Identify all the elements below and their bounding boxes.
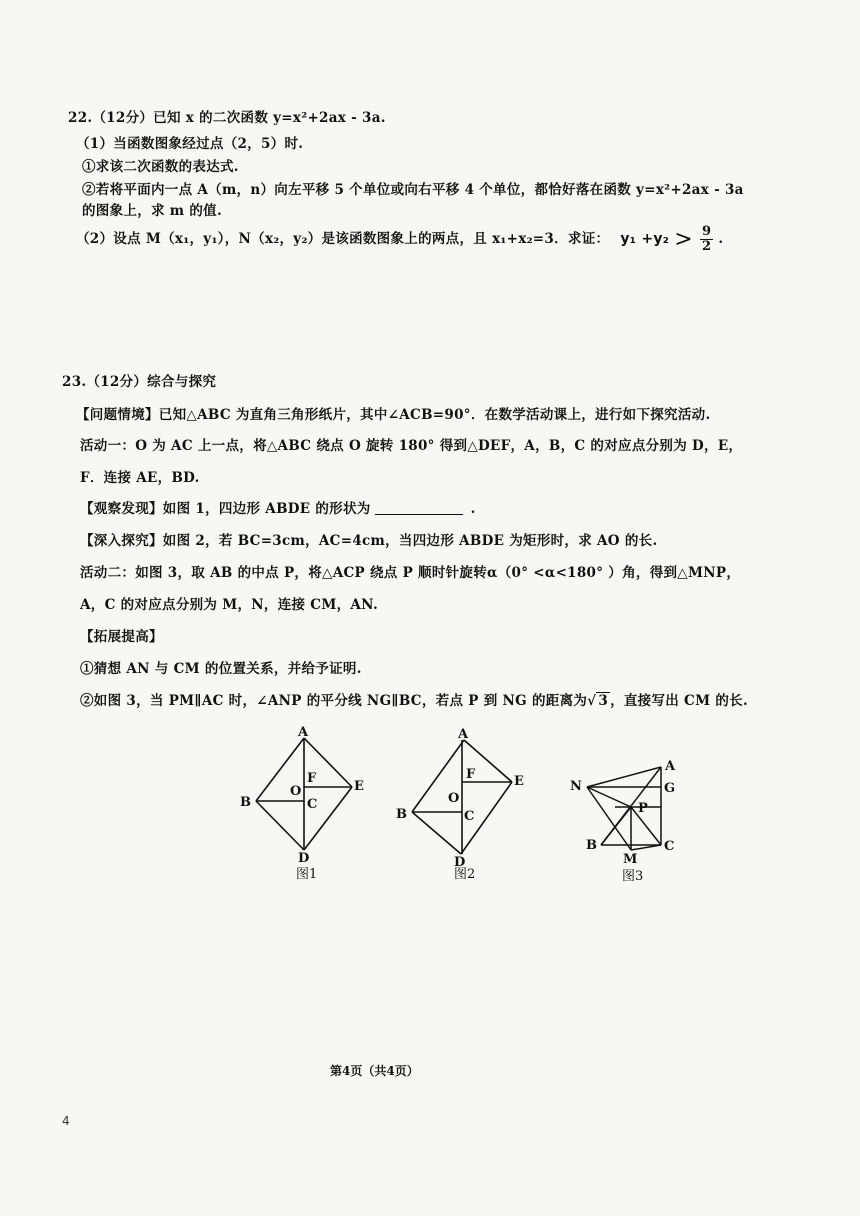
- fig2-label-d: D: [454, 855, 466, 870]
- fig2-label-o: O: [448, 791, 460, 806]
- q23-explore: 【深入探究】如图 2，若 BC=3cm，AC=4cm，当四边形 ABDE 为矩形时，求 AO 的长.: [80, 533, 658, 549]
- fraction-numerator: 9: [701, 224, 712, 239]
- fig1-label-c: C: [307, 797, 318, 812]
- fig2-label-b: B: [396, 807, 407, 822]
- q22-item2: ②若将平面内一点 A（m，n）向左平移 5 个单位或向右平移 4 个单位，都恰好落在函数 y=x²+2ax - 3a: [82, 182, 744, 198]
- q23-extend-title: 【拓展提高】: [80, 629, 163, 645]
- figure-2: [390, 722, 535, 887]
- fig3-label-p: P: [638, 801, 648, 816]
- page-number: 4: [62, 1114, 70, 1128]
- fig2-label-e: E: [514, 774, 524, 789]
- sqrt-value: 3: [598, 693, 609, 709]
- q23-e2-end: ，直接写出 CM 的长.: [610, 693, 748, 709]
- fig1-label-o: O: [290, 784, 302, 799]
- q22-part1: （1）当函数图象经过点（2，5）时.: [76, 136, 304, 152]
- fig1-label-e: E: [354, 779, 364, 794]
- q23-header: 23.（12分）综合与探究: [62, 374, 217, 390]
- q23-e2-text: ②如图 3，当 PM∥AC 时，∠ANP 的平分线 NG∥BC，若点 P 到 NG 的距离为: [80, 693, 588, 709]
- fig1-label-d: D: [298, 851, 310, 866]
- q22-item1: ①求该二次函数的表达式.: [82, 159, 239, 175]
- q22-part2-end: .: [718, 231, 724, 247]
- fig2-label-a: A: [458, 727, 469, 742]
- sqrt-sign: √: [587, 693, 597, 709]
- q23-activity1: 活动一：O 为 AC 上一点，将△ABC 绕点 O 旋转 180° 得到△DEF，A，B，C 的对应点分别为 D，E，: [80, 438, 743, 454]
- q22-part2-text: （2）设点 M（x₁，y₁），N（x₂，y₂）是该函数图象上的两点，且 x₁+x₂=3．求证：: [76, 231, 610, 247]
- q22-header: 22.（12分）已知 x 的二次函数 y=x²+2ax - 3a.: [68, 110, 386, 126]
- q22-part2-relation: >: [674, 227, 693, 252]
- fig2-label-c: C: [464, 809, 475, 824]
- fig3-label-n: N: [570, 779, 582, 794]
- fig1-label-b: B: [240, 795, 251, 810]
- q22-part2: [76, 225, 723, 254]
- q23-activity2: 活动二：如图 3，取 AB 的中点 P，将△ACP 绕点 P 顺时针旋转α（0° <α<180° ）角，得到△MNP，: [80, 565, 741, 581]
- q23-observe: [80, 497, 476, 517]
- fig1-caption: 图1: [296, 867, 318, 882]
- fig1-label-a: A: [298, 725, 309, 740]
- q23-observe-text: 【观察发现】如图 1，四边形 ABDE 的形状为: [80, 501, 371, 517]
- q22-fraction: [700, 225, 713, 254]
- fig3-caption: 图3: [622, 869, 644, 884]
- q23-observe-end: .: [470, 501, 476, 517]
- figure-1: [230, 722, 375, 887]
- q23-context: 【问题情境】已知△ABC 为直角三角形纸片，其中∠ACB=90°．在数学活动课上，进行如下探究活动.: [76, 407, 711, 423]
- page-footer: 第4页（共4页）: [330, 1064, 419, 1078]
- fig3-label-b: B: [586, 838, 597, 853]
- fraction-denominator: 2: [701, 239, 712, 254]
- figure-3: [560, 750, 690, 885]
- fig3-label-g: G: [664, 781, 676, 796]
- q22-part2-expr: y₁ +y₂: [620, 231, 670, 247]
- fig3-label-m: M: [623, 852, 638, 867]
- q22-item2-cont: 的图象上，求 m 的值.: [82, 203, 222, 219]
- fig3-label-c: C: [664, 839, 675, 854]
- fig3-label-a: A: [665, 759, 676, 774]
- q23-extend-item1: ①猜想 AN 与 CM 的位置关系，并给予证明.: [80, 661, 362, 677]
- q23-activity1-cont: F．连接 AE，BD.: [80, 470, 200, 486]
- fig1-label-f: F: [307, 771, 317, 786]
- answer-blank: [375, 514, 463, 515]
- fig2-label-f: F: [466, 767, 476, 782]
- fig2-caption: 图2: [454, 867, 476, 882]
- q23-extend-item2: [80, 689, 748, 709]
- q23-activity2-cont: A，C 的对应点分别为 M，N，连接 CM，AN.: [80, 597, 378, 613]
